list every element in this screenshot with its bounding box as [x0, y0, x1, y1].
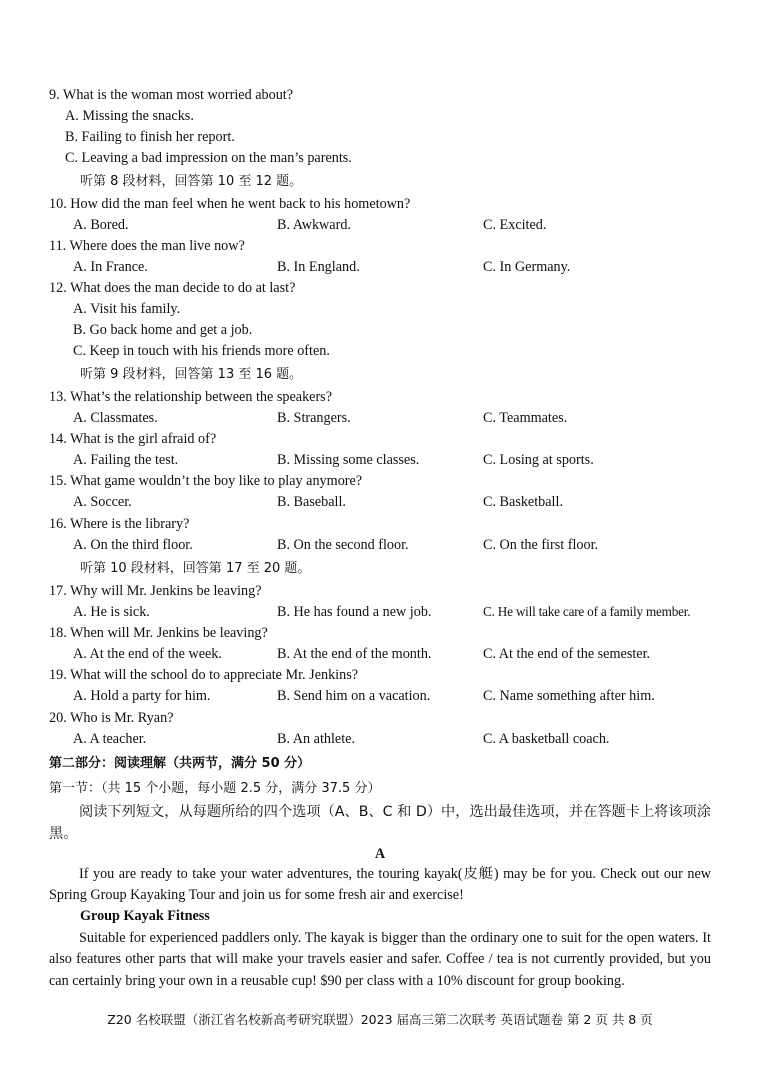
question-15-option-b: B. Baseball. — [277, 494, 346, 510]
question-20-option-c: C. A basketball coach. — [483, 731, 610, 747]
question-10-option-a: A. Bored. — [73, 217, 129, 233]
question-20-option-b: B. An athlete. — [277, 731, 356, 747]
question-15-option-c: C. Basketball. — [483, 494, 563, 510]
question-11-option-b: B. In England. — [277, 259, 360, 275]
question-11-option-c: C. In Germany. — [483, 259, 571, 275]
material-10-instruction: 听第 10 段材料，回答第 17 至 20 题。 — [80, 561, 311, 576]
question-16-option-b: B. On the second floor. — [277, 537, 409, 553]
question-10-option-c: C. Excited. — [483, 217, 547, 233]
question-9-stem: 9. What is the woman most worried about? — [49, 87, 294, 103]
page-footer: Z20 名校联盟（浙江省名校新高考研究联盟）2023 届高三第二次联考 英语试题卷 第 2 页 共 8 页 — [107, 1012, 653, 1027]
question-19-option-a: A. Hold a party for him. — [73, 688, 211, 704]
section-one-heading: 第一节：（共 15 个小题，每小题 2.5 分，满分 37.5 分） — [49, 781, 381, 796]
question-20-stem: 20. Who is Mr. Ryan? — [49, 710, 174, 726]
question-14-option-a: A. Failing the test. — [73, 452, 179, 468]
question-9-option-b: B. Failing to finish her report. — [65, 129, 235, 145]
passage-subheading: Group Kayak Fitness — [80, 908, 210, 924]
question-10-option-b: B. Awkward. — [277, 217, 351, 233]
question-14-option-b: B. Missing some classes. — [277, 452, 420, 468]
question-19-option-c: C. Name something after him. — [483, 688, 655, 704]
material-9-instruction: 听第 9 段材料，回答第 13 至 16 题。 — [80, 367, 303, 382]
question-18-stem: 18. When will Mr. Jenkins be leaving? — [49, 625, 268, 641]
question-10-stem: 10. How did the man feel when he went back to his hometown? — [49, 196, 411, 212]
question-17-option-c: C. He will take care of a family member. — [483, 604, 691, 619]
question-16-option-c: C. On the first floor. — [483, 537, 599, 553]
question-13-option-a: A. Classmates. — [73, 410, 158, 426]
question-14-stem: 14. What is the girl afraid of? — [49, 431, 217, 447]
question-18-option-b: B. At the end of the month. — [277, 646, 432, 662]
question-16-stem: 16. Where is the library? — [49, 516, 190, 532]
question-17-option-a: A. He is sick. — [73, 604, 150, 620]
material-8-instruction: 听第 8 段材料，回答第 10 至 12 题。 — [80, 174, 303, 189]
passage-intro: If you are ready to take your water adventures, the touring kayak(皮艇) may be for you. Check out our new Spring Group Kayaking Tour and join us for some fresh air and exercise! — [49, 866, 711, 904]
question-18-option-a: A. At the end of the week. — [73, 646, 222, 662]
reading-instruction: 阅读下列短文，从每题所给的四个选项（A、B、C 和 D）中，选出最佳选项，并在答题卡上将该项涂黑。 — [49, 804, 711, 842]
passage-label: A — [374, 846, 386, 862]
question-15-option-a: A. Soccer. — [73, 494, 132, 510]
question-12-option-a: A. Visit his family. — [73, 301, 181, 317]
question-11-stem: 11. Where does the man live now? — [49, 238, 245, 254]
question-12-option-b: B. Go back home and get a job. — [73, 322, 253, 338]
passage-body: Suitable for experienced paddlers only. The kayak is bigger than the ordinary one to suit for the open waters. It also features other parts that will make your travels easier and safer. Coffee / tea is not currently provided, but you can certainly bring your own in a reusable cup! $90 per class with a 10% discount for group booking. — [49, 930, 711, 989]
question-11-option-a: A. In France. — [73, 259, 148, 275]
question-13-option-c: C. Teammates. — [483, 410, 568, 426]
question-15-stem: 15. What game wouldn’t the boy like to play anymore? — [49, 473, 363, 489]
question-14-option-c: C. Losing at sports. — [483, 452, 594, 468]
question-19-stem: 19. What will the school do to appreciate Mr. Jenkins? — [49, 667, 359, 683]
question-13-option-b: B. Strangers. — [277, 410, 351, 426]
question-13-stem: 13. What’s the relationship between the speakers? — [49, 389, 333, 405]
question-16-option-a: A. On the third floor. — [73, 537, 193, 553]
question-9-option-c: C. Leaving a bad impression on the man’s parents. — [65, 150, 352, 166]
question-12-stem: 12. What does the man decide to do at last? — [49, 280, 296, 296]
part-two-heading: 第二部分：阅读理解（共两节，满分 50 分） — [49, 756, 311, 771]
question-19-option-b: B. Send him on a vacation. — [277, 688, 431, 704]
question-17-stem: 17. Why will Mr. Jenkins be leaving? — [49, 583, 262, 599]
question-12-option-c: C. Keep in touch with his friends more often. — [73, 343, 330, 359]
question-20-option-a: A. A teacher. — [73, 731, 147, 747]
question-18-option-c: C. At the end of the semester. — [483, 646, 651, 662]
question-9-option-a: A. Missing the snacks. — [65, 108, 194, 124]
question-17-option-b: B. He has found a new job. — [277, 604, 432, 620]
